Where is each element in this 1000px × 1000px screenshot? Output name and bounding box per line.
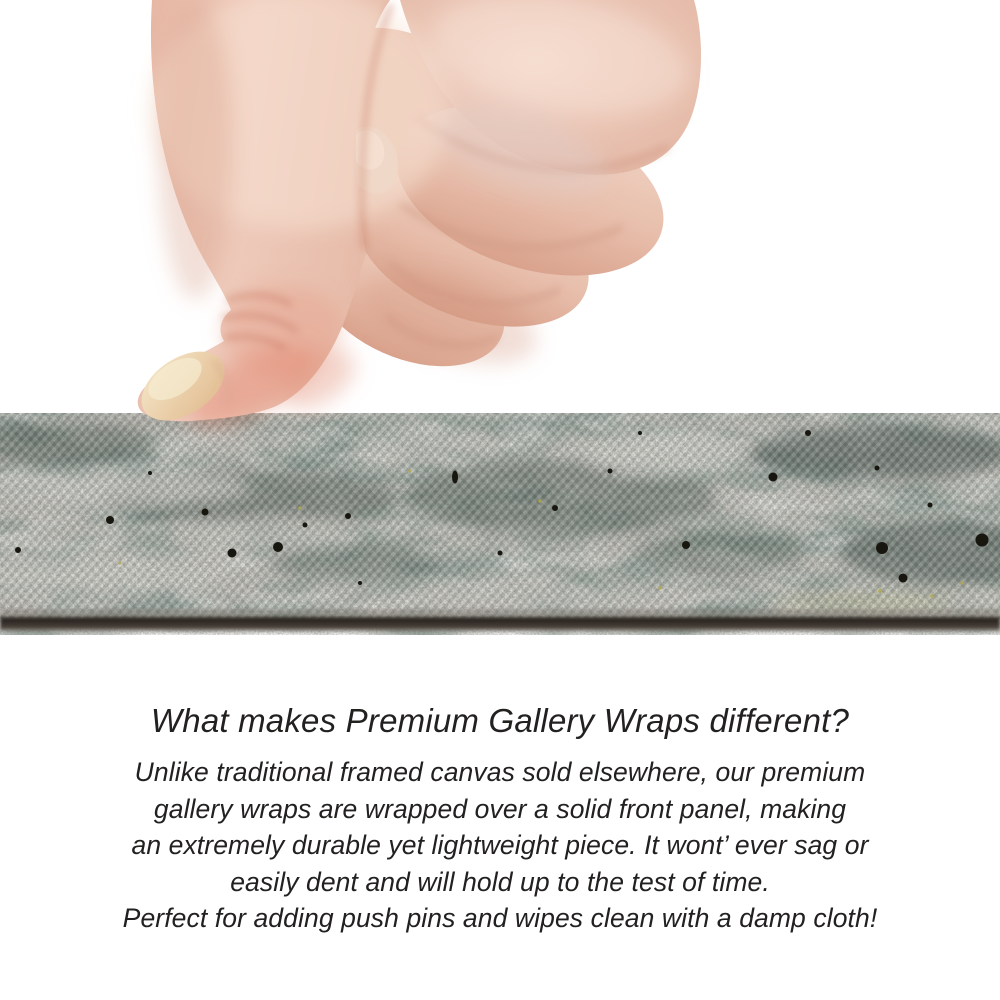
caption-block (0, 701, 1000, 937)
caption-line-3: an extremely durable yet lightweight piece. It wont’ ever sag or (131, 830, 869, 860)
caption-line-1: Unlike traditional framed canvas sold elsewhere, our premium (134, 757, 866, 787)
caption-line-2: gallery wraps are wrapped over a solid front panel, making (153, 793, 847, 824)
caption-line-4: easily dent and will hold up to the test of time. (230, 866, 770, 897)
caption-headline: What makes Premium Gallery Wraps different? (150, 702, 850, 739)
caption-line-5: Perfect for adding push pins and wipes clean with a damp cloth! (122, 903, 878, 933)
